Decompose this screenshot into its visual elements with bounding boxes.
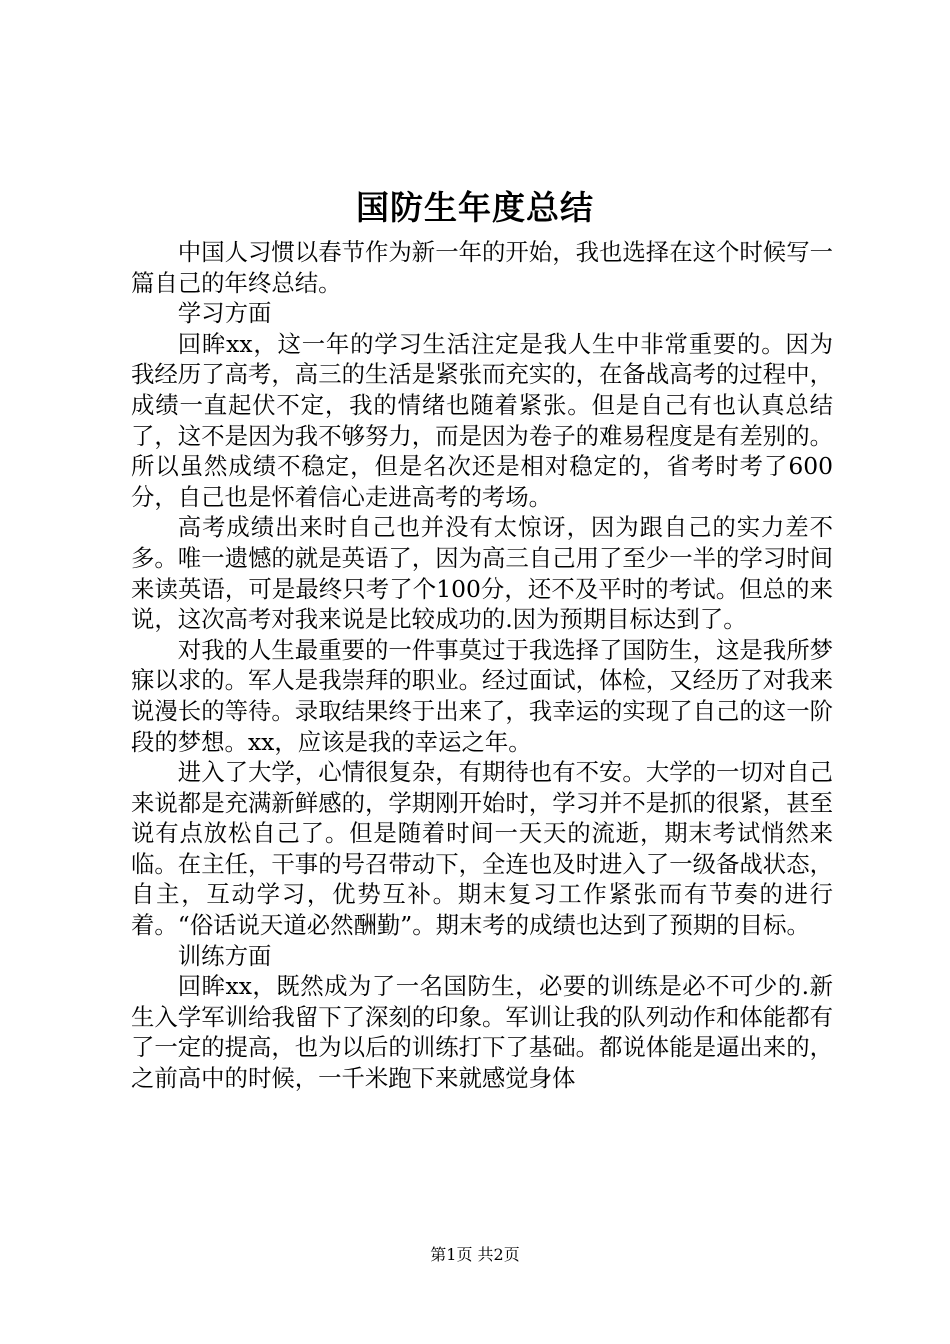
paragraph-gaokao-result: 高考成绩出来时自己也并没有太惊讶，因为跟自己的实力差不多。唯一遗憾的就是英语了，因为高三自己用了至少一半的学习时间来读英语，可是最终只考了个100分，还不及平时的考试。但总的来说，这次高考对我来说是比较成功的.因为预期目标达到了。 (131, 513, 833, 634)
document-body (131, 237, 833, 1094)
section-heading-training: 训练方面 (177, 941, 272, 970)
page-footer: 第1页 共2页 (430, 1245, 520, 1264)
paragraph-study-review: 回眸xx，这一年的学习生活注定是我人生中非常重要的。因为我经历了高考，高三的生活是紧张而充实的，在备战高考的过程中，成绩一直起伏不定，我的情绪也随着紧张。但是自己有也认真总结了，这不是因为我不够努力，而是因为卷子的难易程度是有差别的。所以虽然成绩不稳定，但是名次还是相对稳定的，省考时考了600分，自己也是怀着信心走进高考的考场。 (131, 329, 833, 511)
paragraph-training-review: 回眸xx，既然成为了一名国防生，必要的训练是必不可少的.新生入学军训给我留下了深刻的印象。军训让我的队列动作和体能都有了一定的提高，也为以后的训练打下了基础。都说体能是逼出来的，之前高中的时候，一千米跑下来就感觉身体 (131, 972, 833, 1093)
page-title: 国防生年度总结 (356, 188, 594, 227)
paragraph-university: 进入了大学，心情很复杂，有期待也有不安。大学的一切对自己来说都是充满新鲜感的，学期刚开始时，学习并不是抓的很紧，甚至说有点放松自己了。但是随着时间一天天的流逝，期末考试悄然来临。在主任，干事的号召带动下，全连也及时进入了一级备战状态，自主，互动学习，优势互补。期末复习工作紧张而有节奏的进行着。“俗话说天道必然酬勤”。期末考的成绩也达到了预期的目标。 (131, 758, 833, 940)
paragraph-intro: 中国人习惯以春节作为新一年的开始，我也选择在这个时候写一篇自己的年终总结。 (131, 238, 833, 297)
paragraph-national-defense: 对我的人生最重要的一件事莫过于我选择了国防生，这是我所梦寐以求的。军人是我崇拜的职业。经过面试，体检，又经历了对我来说漫长的等待。录取结果终于出来了，我幸运的实现了自己的这一阶段的梦想。xx，应该是我的幸运之年。 (131, 635, 833, 756)
section-heading-study: 学习方面 (177, 299, 272, 328)
